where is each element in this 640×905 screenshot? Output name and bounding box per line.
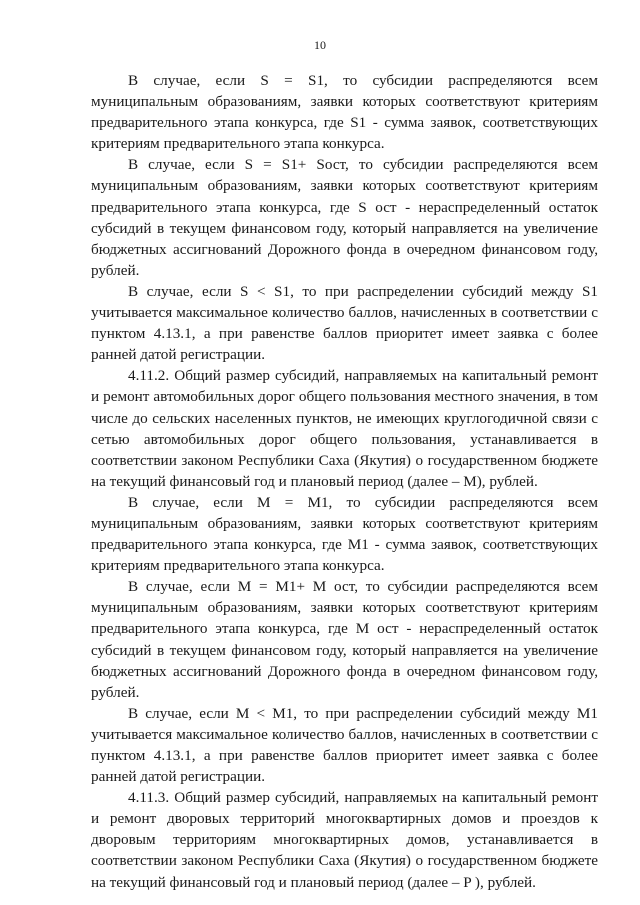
paragraph-s-equals-s1: В случае, если S = S1, то субсидии распределяются всем муниципальным образованиям, заявки которых соответствуют критериям предварительного этапа конкурса, где S1 - сумма заявок, соответствующих критериям предварительного этапа конкурса. [91,72,598,153]
paragraph-s-less-than-s1: В случае, если S < S1, то при распределении субсидий между S1 учитывается максимальное количество баллов, начисленных в соответствии с пунктом 4.13.1, а при равенстве баллов приоритет имеет заявка с более ранней датой регистрации. [91,282,598,364]
paragraph-m-less-than-m1: В случае, если M < M1, то при распределении субсидий между M1 учитывается максимальное количество баллов, начисленных в соответствии с пунктом 4.13.1, а при равенстве баллов приоритет имеет заявка с более ранней датой регистрации. [91,704,598,786]
document-body [91,70,598,893]
paragraph-m-with-remainder: В случае, если M = M1+ M ост, то субсидии распределяются всем муниципальным образованиям, заявки которых соответствуют критериям предварительного этапа конкурса, где M ост - нераспределенный остаток субсидий в текущем финансовом году, который направляется на увеличение бюджетных ассигнований Дорожного фонда в очередном финансовом году, рублей. [91,578,598,701]
paragraph-s-with-remainder: В случае, если S = S1+ Sост, то субсидии распределяются всем муниципальным образованиям, заявки которых соответствуют критериям предварительного этапа конкурса, где S ост - нераспределенный остаток субсидий в текущем финансовом году, который направляется на увеличение бюджетных ассигнований Дорожного фонда в очередном финансовом году, рублей. [91,156,598,279]
paragraph-4-11-3: 4.11.3. Общий размер субсидий, направляемых на капитальный ремонт и ремонт дворовых территорий многоквартирных домов и проездов к дворовым территориям многоквартирных домов, устанавливается в соответствии законом Республики Саха (Якутия) о государственном бюджете на текущий финансовый год и плановый период (далее – P ), рублей. [91,789,598,891]
page-number: 10 [314,38,326,52]
paragraph-4-11-2: 4.11.2. Общий размер субсидий, направляемых на капитальный ремонт и ремонт автомобильных дорог общего пользования местного значения, в том числе до сельских населенных пунктов, не имеющих круглогодичной связи с сетью автомобильных дорог общего пользования, устанавливается в соответствии законом Республики Саха (Якутия) о государственном бюджете на текущий финансовый год и плановый период (далее – M), рублей. [91,367,598,490]
paragraph-m-equals-m1: В случае, если M = M1, то субсидии распределяются всем муниципальным образованиям, заявки которых соответствуют критериям предварительного этапа конкурса, где M1 - сумма заявок, соответствующих критериям предварительного этапа конкурса. [91,493,598,575]
